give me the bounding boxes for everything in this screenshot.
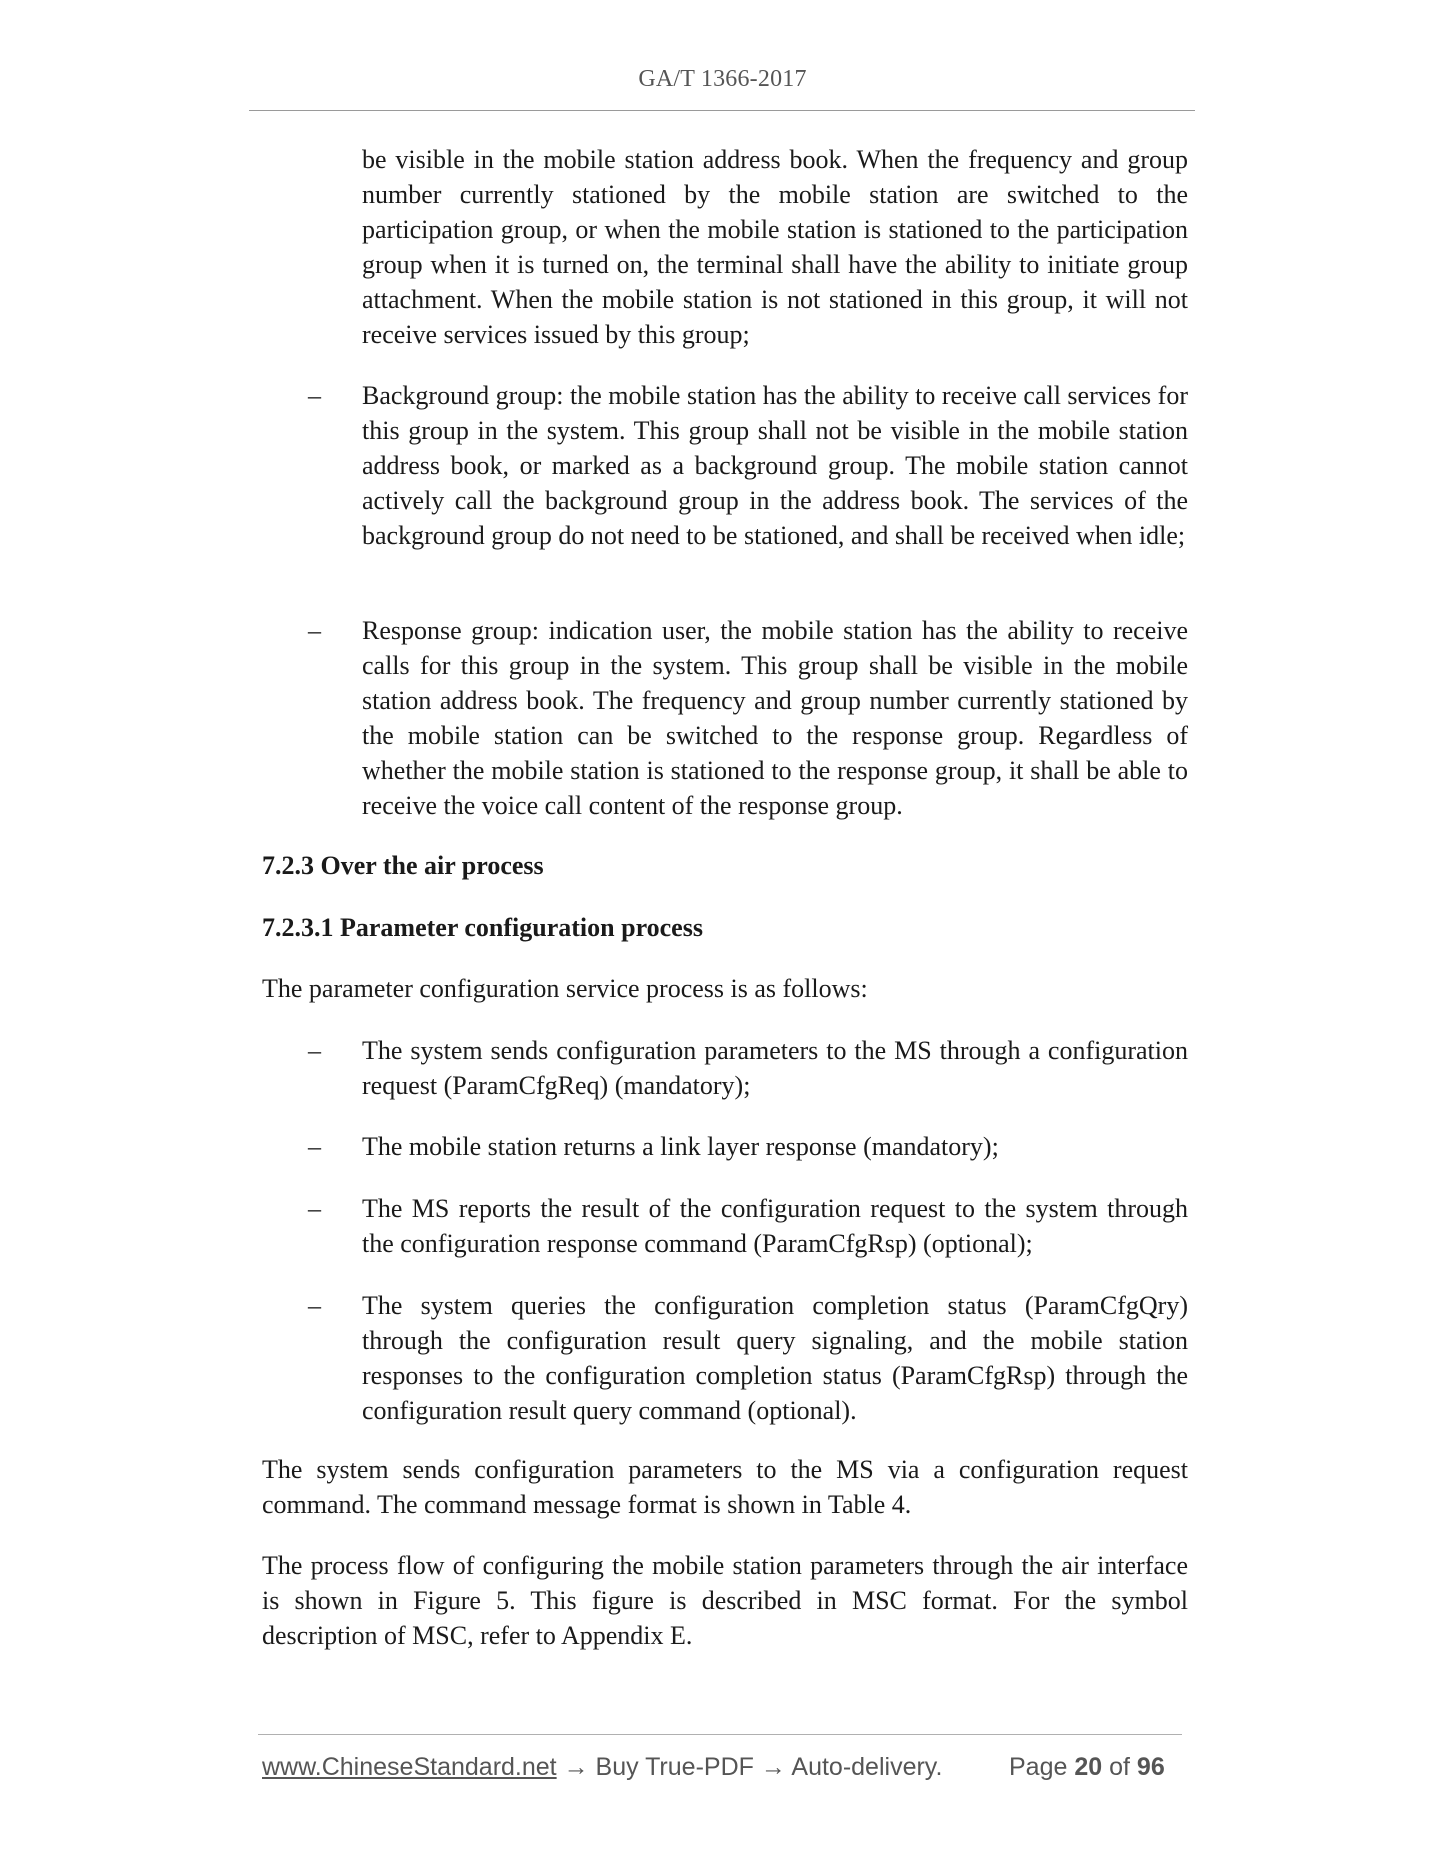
list-item-step: The system sends configuration parameters to the MS through a configuration request (ParamCfgReq) (mandatory); bbox=[362, 1036, 1188, 1100]
bullet-dash: – bbox=[308, 1132, 321, 1161]
page-header-title: GA/T 1366-2017 bbox=[638, 66, 807, 92]
bullet-dash: – bbox=[308, 616, 321, 645]
bullet-dash: – bbox=[308, 1291, 321, 1320]
page-current: 20 bbox=[1074, 1753, 1103, 1781]
paragraph-background-group: Background group: the mobile station has the ability to receive call services for this group in the system. This group shall not be visible in the mobile station address book, or marked as a background group. The mobile station cannot actively call the background group in the address book. The services of the background group do not need to be stationed, and shall be received when idle; bbox=[362, 381, 1188, 550]
header-divider bbox=[249, 110, 1195, 111]
list-item-step: The system queries the configuration completion status (ParamCfgQry) through the configuration result query signaling, and the mobile station responses to the configuration completion status (ParamCfgRsp) through the configuration result query command (optional). bbox=[362, 1291, 1188, 1425]
bullet-dash: – bbox=[308, 1194, 321, 1223]
section-heading-7-2-3-1: 7.2.3.1 Parameter configuration process bbox=[262, 913, 703, 942]
paragraph-figure-reference: The process flow of configuring the mobile station parameters through the air interface is shown in Figure 5. This figure is described in MSC format. For the symbol description of MSC, refer to Appendix E. bbox=[262, 1551, 1188, 1650]
footer-page-number bbox=[1009, 1752, 1165, 1782]
paragraph-table-reference: The system sends configuration parameters to the MS via a configuration request command. The command message format is shown in Table 4. bbox=[262, 1455, 1188, 1519]
footer-buy-text: → Buy True-PDF → Auto-delivery. bbox=[556, 1753, 943, 1781]
paragraph-response-group: Response group: indication user, the mobile station has the ability to receive calls for this group in the system. This group shall be visible in the mobile station address book. The frequency and group number currently stationed by the mobile station can be switched to the response group. Regardless of whether the mobile station is stationed to the response group, it shall be able to receive the voice call content of the response group. bbox=[362, 616, 1188, 820]
paragraph-participation-continued: be visible in the mobile station address book. When the frequency and group number currently stationed by the mobile station are switched to the participation group, or when the mobile station is stationed to the participation group when it is turned on, the terminal shall have the ability to initiate group attachment. When the mobile station is not stationed in this group, it will not receive services issued by this group; bbox=[362, 145, 1188, 349]
section-heading-7-2-3: 7.2.3 Over the air process bbox=[262, 851, 544, 880]
list-item-step: The MS reports the result of the configuration request to the system through the configuration response command (ParamCfgRsp) (optional); bbox=[362, 1194, 1188, 1258]
page-of-label: of bbox=[1109, 1753, 1130, 1781]
list-item-step: The mobile station returns a link layer response (mandatory); bbox=[362, 1132, 999, 1161]
paragraph-intro: The parameter configuration service process is as follows: bbox=[262, 974, 868, 1003]
page-total: 96 bbox=[1136, 1753, 1165, 1781]
page-label: Page bbox=[1009, 1753, 1068, 1781]
footer-website-link[interactable]: www.ChineseStandard.net bbox=[262, 1753, 557, 1781]
bullet-dash: – bbox=[308, 381, 321, 410]
footer-source bbox=[262, 1752, 942, 1782]
bullet-dash: – bbox=[308, 1036, 321, 1065]
footer-divider bbox=[258, 1734, 1182, 1735]
